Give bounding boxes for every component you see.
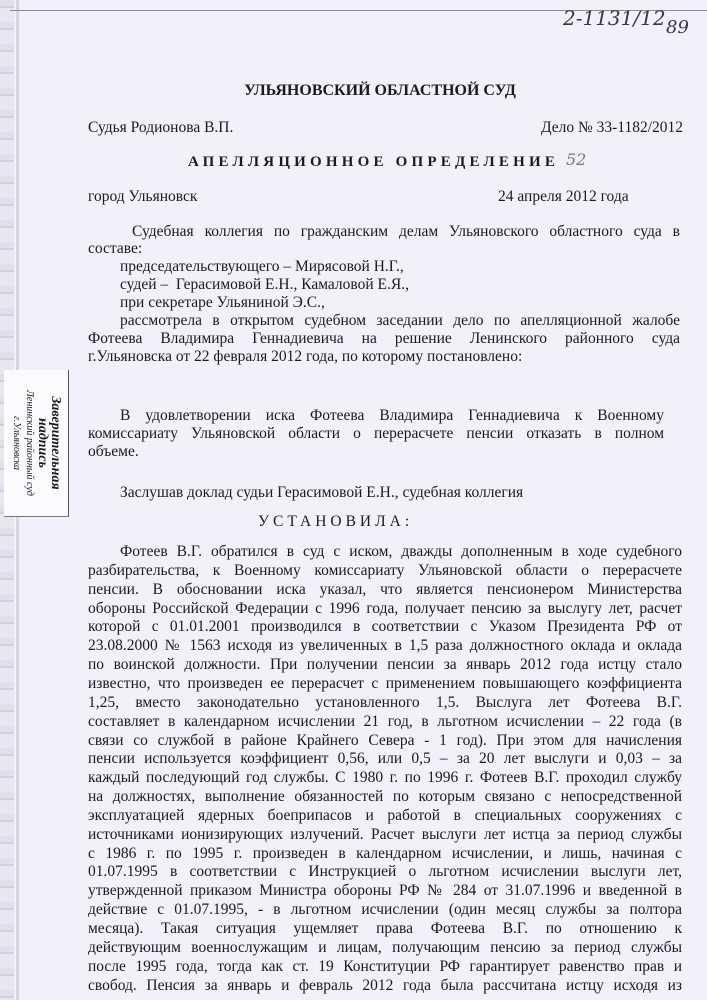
body-line: 01.07.1995 в соответствии с Инструкцией о льготном исчислении выслуги лет, xyxy=(88,863,682,881)
body-line: 23.08.2000 № 1563 исходя из увеличенных в 1,5 раза должностного оклада и оклада xyxy=(88,637,682,655)
body-line: известно, что произведен ее перерасчет с применением повышающего коэффициента xyxy=(88,674,682,692)
certification-stamp xyxy=(4,370,69,517)
body-line: по воинской должности. При получении пенсии за январь 2012 года истцу стало xyxy=(88,656,682,674)
stamp-city: г.Ульяновска xyxy=(11,415,22,471)
court-name: УЛЬЯНОВСКИЙ ОБЛАСТНОЙ СУД xyxy=(244,82,516,99)
intro-line: составе: xyxy=(88,240,143,257)
handwritten-page-number: 89 xyxy=(666,17,689,38)
body-line: источниками ионизирующих излучений. Расчет выслуги лет истца за период службы xyxy=(88,825,682,843)
document-title: АПЕЛЛЯЦИОННОЕ ОПРЕДЕЛЕНИЕ xyxy=(188,154,560,170)
decision-line: комиссариату Ульяновской области о перерасчете пенсии отказать в полном xyxy=(88,425,664,442)
body-line: с 1986 г. по 1995 г. произведен в календарном исчислении, и лишь, начиная с xyxy=(88,844,682,862)
stamp-title: надпись xyxy=(35,418,50,468)
body-line: свобод. Пенсия за январь и февраль 2012 года была рассчитана истцу исходя из xyxy=(88,976,682,994)
body-line: 1,25, вместо законодательно установленного 1,5. Выслуга лет Фотеева В.Г. xyxy=(88,693,682,711)
intro-line: рассмотрела в открытом судебном заседании дело по апелляционной жалобе xyxy=(120,312,680,329)
body-line: связи со службой в районе Крайнего Севера - 1 год). При этом для начисления xyxy=(88,731,682,749)
intro-line: Судебная коллегия по гражданским делам Ульяновского областного суда в xyxy=(132,223,680,240)
intro-line: Фотеева Владимира Геннадиевича на решение Ленинского районного суда xyxy=(88,330,680,347)
intro-line: г.Ульяновска от 22 февраля 2012 года, по которому постановлено: xyxy=(88,348,523,365)
body-line: месяца). Такая ситуация ущемляет права Фотеева В.Г. по отношению к xyxy=(88,920,682,937)
body-line: действующим военнослужащим и лицам, получающим пенсию за период службы xyxy=(88,938,682,956)
judges-line: судей – Герасимовой Е.Н., Камаловой Е.Я., xyxy=(120,276,409,293)
body-line: Фотеев В.Г. обратился в суд с иском, дважды дополненным в ходе судебного xyxy=(120,543,682,560)
stamp-title: Заверительная xyxy=(48,396,63,490)
stamp-court: Ленинский районный суд xyxy=(24,390,35,496)
body-line: составляет в календарном исчислении 21 год, в льготном исчислении – 22 года (в xyxy=(88,712,682,730)
body-line: каждый последующий год службы. С 1980 г. по 1996 г. Фотеев В.Г. проходил службу xyxy=(88,769,682,787)
body-line: утвержденной приказом Министра обороны РФ № 284 от 31.07.1996 и введенной в xyxy=(88,882,682,900)
body-line: действие с 01.07.1995, - в льготном исчислении (один месяц службы за полтора xyxy=(88,901,682,919)
body-line: эксплуатацией ядерных боеприпасов и работой в специальных сооружениях с xyxy=(88,806,682,824)
handwritten-doc-number: 52 xyxy=(566,150,587,169)
decision-line: В удовлетворении иска Фотеева Владимира Геннадиевича к Военному xyxy=(120,407,664,424)
city: город Ульяновск xyxy=(88,188,198,205)
body-line: пенсии. В обосновании иска указал, что является пенсионером Министерства xyxy=(88,580,682,598)
decision-line: объеме. xyxy=(88,443,139,460)
body-line: пенсии используется коэффициент 0,56, или 0,5 – за 20 лет выслуги и 0,03 – за xyxy=(88,750,682,768)
body-line: обороны Российской Федерации с 1996 года, получает пенсию за выслугу лет, расчет xyxy=(88,599,682,617)
heard-line: Заслушав доклад судьи Герасимовой Е.Н., судебная коллегия xyxy=(120,484,524,501)
date: 24 апреля 2012 года xyxy=(498,188,629,205)
case-number: Дело № 33-1182/2012 xyxy=(540,119,683,136)
chair-line: председательствующего – Мирясовой Н.Г., xyxy=(120,258,404,275)
judge-name: Судья Родионова В.П. xyxy=(88,119,234,136)
body-line: после 1995 года, тогда как ст. 19 Конституции РФ гарантирует равенство прав и xyxy=(88,957,682,975)
handwritten-case-ref: 2-1131/12 xyxy=(563,6,666,30)
body-line: которой с 01.01.2001 производился в соответствии с Указом Президента РФ от xyxy=(88,618,682,636)
secretary-line: при секретаре Ульяниной Э.С., xyxy=(120,294,325,311)
body-line: разбирательства, к Военному комиссариату Ульяновской области о перерасчете xyxy=(88,561,682,579)
established-heading: УСТАНОВИЛА: xyxy=(258,513,414,530)
body-line: на должностях, выполнение обязанностей по которым связано с непосредственной xyxy=(88,788,682,806)
